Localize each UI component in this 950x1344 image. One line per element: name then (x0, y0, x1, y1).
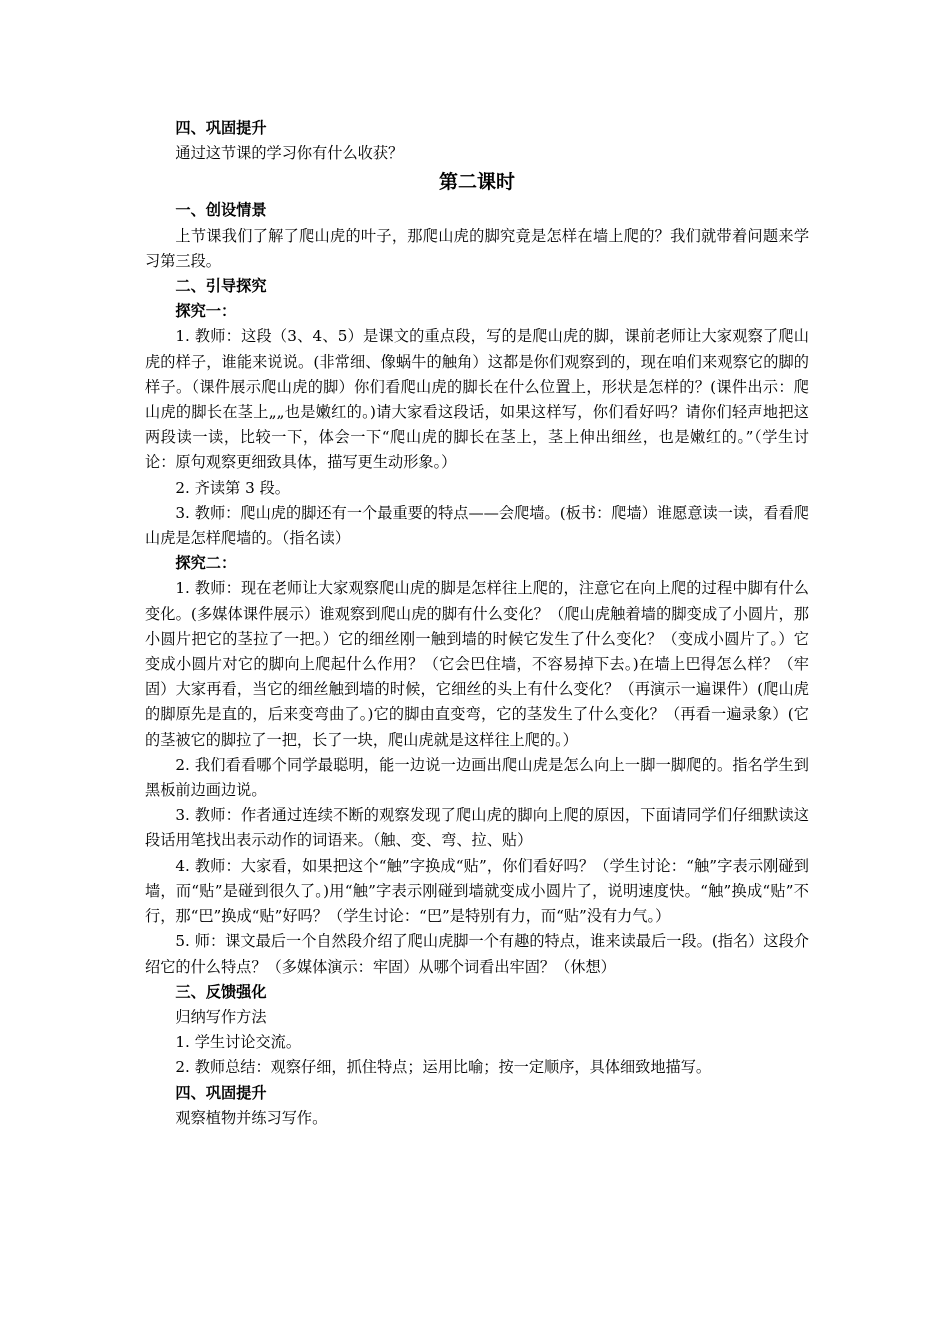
paragraph: 归纳写作方法 (175, 1007, 267, 1026)
paragraph: 1. 教师：这段（3、4、5）是课文的重点段，写的是爬山虎的脚，课前老师让大家观察了爬山虎的样子，谁能来说说。(非常细、像蜗牛的触角）这都是你们观察到的，现在咱们来观察它的脚的样子。（课件展示爬山虎的脚）你们看爬山虎的脚长在什么位置上，形状是怎样的？(课件出示：爬山虎的脚长在茎上„„也是嫩红的。)请大家看这段话，如果这样写，你们看好吗？请你们轻声地把这两段读一读，比较一下，体会一下“爬山虎的脚长在茎上，茎上伸出细丝，也是嫩红的。”（学生讨论：原句观察更细致具体，描写更生动形象。） (145, 327, 809, 472)
paragraph: 2. 齐读第 3 段。 (175, 478, 290, 497)
section-heading: 四、巩固提升 (175, 119, 267, 137)
paragraph: 1. 教师：现在老师让大家观察爬山虎的脚是怎样往上爬的，注意它在向上爬的过程中脚有什么变化。(多媒体课件展示）谁观察到爬山虎的脚有什么变化？（爬山虎触着墙的脚变成了小圆片，那小圆片把它的茎拉了一把。）它的细丝刚一触到墙的时候它发生了什么变化？（变成小圆片了。）它变成小圆片对它的脚向上爬起什么作用？（它会巴住墙，不容易掉下去。)在墙上巴得怎么样？（牢固）大家再看，当它的细丝触到墙的时候，它细丝的头上有什么变化？（再演示一遍课件）(爬山虎的脚原先是直的，后来变弯曲了。)它的脚由直变弯，它的茎发生了什么变化？（再看一遍录象）(它的茎被它的脚拉了一把，长了一块，爬山虎就是这样往上爬的。） (145, 579, 809, 749)
paragraph: 2. 教师总结：观察仔细，抓住特点；运用比喻；按一定顺序，具体细致地描写。 (175, 1058, 712, 1077)
paragraph: 上节课我们了解了爬山虎的叶子，那爬山虎的脚究竟是怎样在墙上爬的？我们就带着问题来学习第三段。 (145, 226, 809, 270)
paragraph: 通过这节课的学习你有什么收获？ (175, 144, 404, 163)
paragraph: 3. 教师：爬山虎的脚还有一个最重要的特点——会爬墙。(板书：爬墙）谁愿意读一读，看看爬山虎是怎样爬墙的。（指名读） (145, 503, 809, 548)
paragraph: 2. 我们看看哪个同学最聪明，能一边说一边画出爬山虎是怎么向上一脚一脚爬的。指名学生到黑板前边画边说。 (145, 755, 809, 800)
paragraph: 3. 教师：作者通过连续不断的观察发现了爬山虎的脚向上爬的原因，下面请同学们仔细默读这段话用笔找出表示动作的词语来。（触、变、弯、拉、贴） (145, 806, 809, 850)
lesson-title: 第二课时 (438, 171, 515, 194)
paragraph: 5. 师：课文最后一个自然段介绍了爬山虎脚一个有趣的特点，谁来读最后一段。(指名）这段介绍它的什么特点？（多媒体演示：牢固）从哪个词看出牢固？（休想） (145, 932, 809, 976)
document-body (145, 116, 809, 1131)
subsection-heading: 探究二： (175, 554, 237, 573)
paragraph: 1. 学生讨论交流。 (175, 1033, 302, 1052)
paragraph: 观察植物并练习写作。 (175, 1108, 328, 1127)
subsection-heading: 探究一： (175, 302, 237, 321)
section-heading: 二、引导探究 (175, 277, 267, 296)
section-heading: 一、创设情景 (175, 201, 267, 220)
section-heading: 四、巩固提升 (175, 1083, 267, 1102)
section-heading: 三、反馈强化 (175, 982, 267, 1001)
paragraph: 4. 教师：大家看，如果把这个“触”字换成“贴”，你们看好吗？（学生讨论：“触”字表示刚碰到墙，而“贴”是碰到很久了。)用“触”字表示刚碰到墙就变成小圆片了，说明速度快。“触”换成“贴”不行，那“巴”换成“贴”好吗？（学生讨论：“巴”是特别有力，而“贴”没有力气。） (145, 856, 809, 926)
